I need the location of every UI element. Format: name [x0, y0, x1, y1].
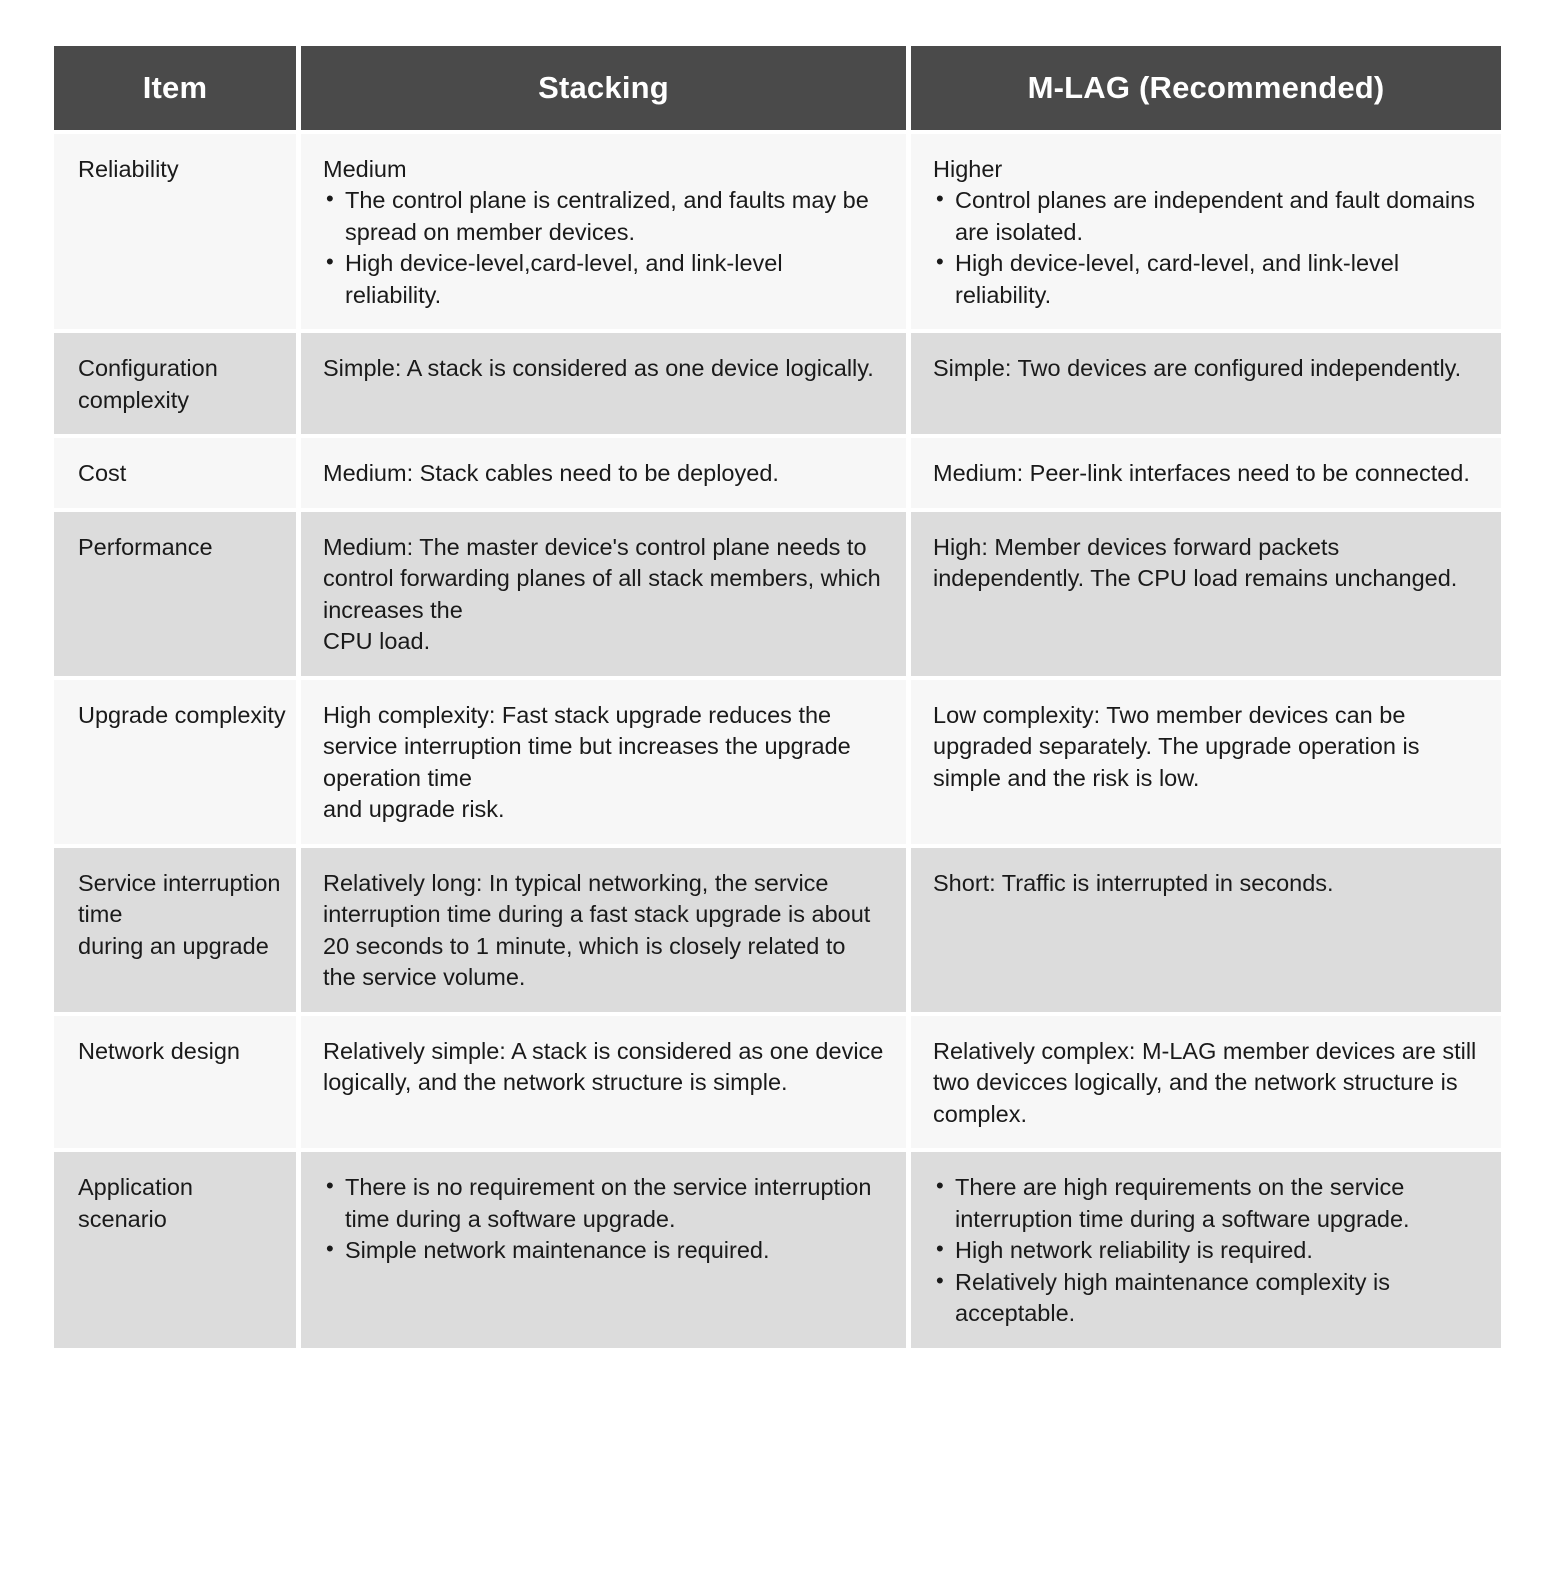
column-header-mlag: M-LAG (Recommended) [911, 46, 1501, 130]
table-header-row [54, 46, 1501, 130]
stacking-lead-text [323, 353, 884, 384]
row-item-label-line: Performance [78, 533, 213, 560]
mlag-lead-line: Relatively complex: M-LAG member devices are still two devicces logically, and the network structure is complex. [933, 1037, 1477, 1127]
table-row [54, 848, 1501, 1012]
stacking-bullet-item: • Simple network maintenance is required. [323, 1235, 884, 1266]
row-item-label-line: Network design [78, 1037, 240, 1064]
row-item-label-line: Upgrade complexity [78, 701, 286, 728]
row-item-label [54, 680, 296, 844]
mlag-lead-line: Medium: Peer-link interfaces need to be connected. [933, 460, 1470, 487]
stacking-lead-line: Medium: Stack cables need to be deployed. [323, 460, 779, 487]
mlag-bullet-item: • High device-level, card-level, and link-level reliability. [933, 248, 1479, 311]
stacking-vs-mlag-comparison-table [49, 42, 1506, 1352]
cell-stacking [301, 848, 906, 1012]
stacking-lead-line: Relatively simple: A stack is considered as one device logically, and the network structure is simple. [323, 1037, 884, 1096]
mlag-lead-text [933, 532, 1479, 595]
cell-mlag [911, 848, 1501, 1012]
mlag-lead-line: Simple: Two devices are configured independently. [933, 355, 1462, 382]
table-row [54, 1016, 1501, 1148]
stacking-lead-line: High complexity: Fast stack upgrade reduces the service interruption time but increases the upgrade operation time [323, 701, 851, 791]
row-item-label [54, 1152, 296, 1347]
table-body [54, 134, 1501, 1348]
table-row [54, 134, 1501, 329]
stacking-lead-text [323, 532, 884, 658]
cell-stacking [301, 512, 906, 676]
stacking-bullet-item: • High device-level,card-level, and link-level reliability. [323, 248, 884, 311]
mlag-bullet-list [933, 1172, 1479, 1329]
row-item-label [54, 1016, 296, 1148]
column-header-item: Item [54, 46, 296, 130]
mlag-lead-line: High: Member devices forward packets independently. The CPU load remains unchanged. [933, 533, 1458, 592]
stacking-lead-text [323, 700, 884, 826]
stacking-lead-line: Relatively long: In typical networking, the service interruption time during a fast stack upgrade is about 20 seconds to 1 minute, which is closely related to the service volume. [323, 869, 871, 991]
table-row [54, 438, 1501, 507]
cell-mlag [911, 1016, 1501, 1148]
cell-mlag [911, 1152, 1501, 1347]
cell-stacking [301, 134, 906, 329]
mlag-lead-line: Higher [933, 156, 1003, 182]
mlag-lead-text [933, 154, 1479, 185]
row-item-label [54, 848, 296, 1012]
stacking-lead-text [323, 1036, 884, 1099]
cell-mlag [911, 333, 1501, 434]
stacking-lead-line: CPU load. [323, 628, 431, 655]
stacking-bullet-list [323, 185, 884, 311]
column-header-stacking: Stacking [301, 46, 906, 130]
table-row [54, 333, 1501, 434]
table-row [54, 1152, 1501, 1347]
mlag-bullet-item: • Control planes are independent and fault domains are isolated. [933, 185, 1479, 248]
row-item-label [54, 438, 296, 507]
row-item-label [54, 134, 296, 329]
mlag-lead-text [933, 700, 1479, 794]
stacking-lead-line: Simple: A stack is considered as one device logically. [323, 355, 874, 382]
cell-mlag [911, 680, 1501, 844]
table-row [54, 512, 1501, 676]
row-item-label-line: Cost [78, 460, 127, 487]
stacking-bullet-item: • The control plane is centralized, and faults may be spread on member devices. [323, 185, 884, 248]
mlag-lead-text [933, 353, 1479, 384]
stacking-bullet-item: • There is no requirement on the service interruption time during a software upgrade. [323, 1172, 884, 1235]
cell-stacking [301, 1016, 906, 1148]
cell-mlag [911, 512, 1501, 676]
mlag-lead-line: Low complexity: Two member devices can be upgraded separately. The upgrade operation is simple and the risk is low. [933, 701, 1420, 791]
mlag-lead-text [933, 1036, 1479, 1130]
cell-mlag [911, 438, 1501, 507]
mlag-bullet-list [933, 185, 1479, 311]
mlag-lead-text [933, 458, 1479, 489]
row-item-label-line: Reliability [78, 156, 179, 182]
stacking-lead-line: Medium [323, 156, 407, 182]
cell-stacking [301, 680, 906, 844]
cell-stacking [301, 438, 906, 507]
cell-stacking [301, 333, 906, 434]
mlag-lead-line: Short: Traffic is interrupted in seconds. [933, 869, 1334, 896]
row-item-label-line: Service interruption time [78, 869, 281, 928]
stacking-lead-line: and upgrade risk. [323, 796, 505, 823]
mlag-bullet-item: • There are high requirements on the service interruption time during a software upgrade. [933, 1172, 1479, 1235]
stacking-lead-text [323, 458, 884, 489]
stacking-lead-text [323, 868, 884, 994]
cell-mlag [911, 134, 1501, 329]
row-item-label-line: during an upgrade [78, 932, 269, 959]
stacking-lead-line: Medium: The master device's control plane needs to control forwarding planes of all stack members, which increases the [323, 533, 881, 623]
mlag-bullet-item: • Relatively high maintenance complexity is acceptable. [933, 1267, 1479, 1330]
stacking-bullet-list [323, 1172, 884, 1266]
table-header [54, 46, 1501, 130]
mlag-lead-text [933, 868, 1479, 899]
cell-stacking [301, 1152, 906, 1347]
row-item-label [54, 333, 296, 434]
mlag-bullet-item: • High network reliability is required. [933, 1235, 1479, 1266]
row-item-label-line: Configuration complexity [78, 355, 218, 413]
row-item-label-line: Application scenario [78, 1174, 193, 1232]
row-item-label [54, 512, 296, 676]
table-row [54, 680, 1501, 844]
stacking-lead-text [323, 154, 884, 185]
